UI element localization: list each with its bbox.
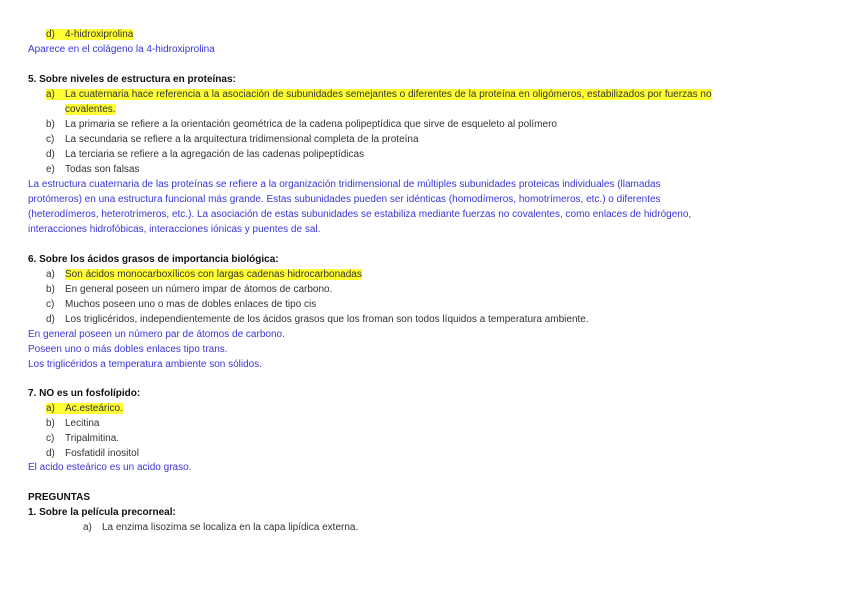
option-marker: a)	[46, 403, 55, 414]
option-text: La terciaria se refiere a la agregación de las cadenas polipeptídicas	[65, 149, 365, 160]
q5-explanation-line: protómeros) en una estructura funcional más grande. Estas subunidades pueden ser idénticas (homodímeros, homotrímeros, etc.) o diferentes	[28, 194, 661, 205]
option-text: La cuaternaria hace referencia a la asociación de subunidades semejantes o diferentes de la proteína en oligómeros, estabilizados por fuerzas no	[65, 89, 712, 100]
option-marker: b)	[46, 418, 55, 429]
section-heading: PREGUNTAS	[28, 492, 91, 503]
option-text: Los triglicéridos, independientemente de los ácidos grasos que los froman son todos líquidos a temperatura ambiente.	[65, 314, 589, 325]
option-marker: d)	[46, 448, 55, 459]
q7-explanation: El acido esteárico es un acido graso.	[28, 462, 192, 473]
q5-explanation-line: interacciones hidrofóbicas, interacciones iónicas y puentes de sal.	[28, 224, 321, 235]
preguntas-q1-title: 1. Sobre la película precorneal:	[28, 507, 176, 518]
option-text: La enzima lisozima se localiza en la capa lipídica externa.	[102, 522, 359, 533]
option-text: La secundaria se refiere a la arquitectura tridimensional completa de la proteína	[65, 134, 419, 145]
q5-option-b	[46, 118, 557, 132]
option-marker: b)	[46, 284, 55, 295]
q5-title: 5. Sobre niveles de estructura en proteínas:	[28, 74, 236, 85]
q4-explanation: Aparece en el colágeno la 4-hidroxiprolina	[28, 44, 215, 55]
q5-option-c	[46, 133, 419, 147]
option-text: Ac.esteárico.	[65, 403, 123, 414]
q6-explanation-line: Poseen uno o más dobles enlaces tipo trans.	[28, 344, 228, 355]
option-text: En general poseen un número impar de átomos de carbono.	[65, 284, 333, 295]
option-marker: d)	[46, 29, 55, 40]
q5-option-e	[46, 163, 140, 177]
option-marker: d)	[46, 149, 55, 160]
option-marker: e)	[46, 164, 55, 175]
option-text: Lecitina	[65, 418, 100, 429]
q6-option-d	[46, 313, 589, 327]
q5-explanation-line: La estructura cuaternaria de las proteínas se refiere a la organización tridimensional de múltiples subunidades proteicas individuales (llamadas	[28, 179, 661, 190]
option-text: Todas son falsas	[65, 164, 140, 175]
q7-option-a	[46, 402, 123, 416]
q5-option-d	[46, 148, 364, 162]
option-marker: a)	[83, 522, 92, 533]
q6-title: 6. Sobre los ácidos grasos de importancia biológica:	[28, 254, 279, 265]
q6-option-a	[46, 268, 362, 282]
option-text: Tripalmitina.	[65, 433, 120, 444]
q4-option-d	[46, 28, 133, 42]
q7-option-c	[46, 432, 119, 446]
option-marker: d)	[46, 314, 55, 325]
option-marker: a)	[46, 269, 55, 280]
option-marker: c)	[46, 299, 55, 310]
q6-explanation-line: Los triglicéridos a temperatura ambiente son sólidos.	[28, 359, 263, 370]
option-marker: c)	[46, 433, 55, 444]
option-text: La primaria se refiere a la orientación geométrica de la cadena polipeptídica que sirve de esqueleto al polímero	[65, 119, 557, 130]
option-text: Son ácidos monocarboxílicos con largas cadenas hidrocarbonadas	[65, 269, 362, 280]
q7-option-d	[46, 447, 139, 461]
q7-option-b	[46, 417, 99, 431]
option-text: Fosfatidil inositol	[65, 448, 139, 459]
option-marker: c)	[46, 134, 55, 145]
q5-option-a	[46, 88, 712, 102]
preguntas-q1-option-a	[83, 521, 358, 535]
option-marker: b)	[46, 119, 55, 130]
option-marker: a)	[46, 89, 55, 100]
q6-option-c	[46, 298, 316, 312]
option-text-cont: covalentes.	[65, 104, 116, 115]
q7-title: 7. NO es un fosfolípido:	[28, 388, 141, 399]
q5-explanation-line: (heterodímeros, heterotrímeros, etc.). La asociación de estas subunidades se estabiliza mediante fuerzas no covalentes, como enlaces de hidrógeno,	[28, 209, 692, 220]
option-text: Muchos poseen uno o mas de dobles enlaces de tipo cis	[65, 299, 317, 310]
q6-option-b	[46, 283, 332, 297]
q5-option-a-cont	[65, 103, 116, 117]
option-text: 4-hidroxiprolina	[65, 29, 134, 40]
q6-explanation-line: En general poseen un número par de átomos de carbono.	[28, 329, 285, 340]
